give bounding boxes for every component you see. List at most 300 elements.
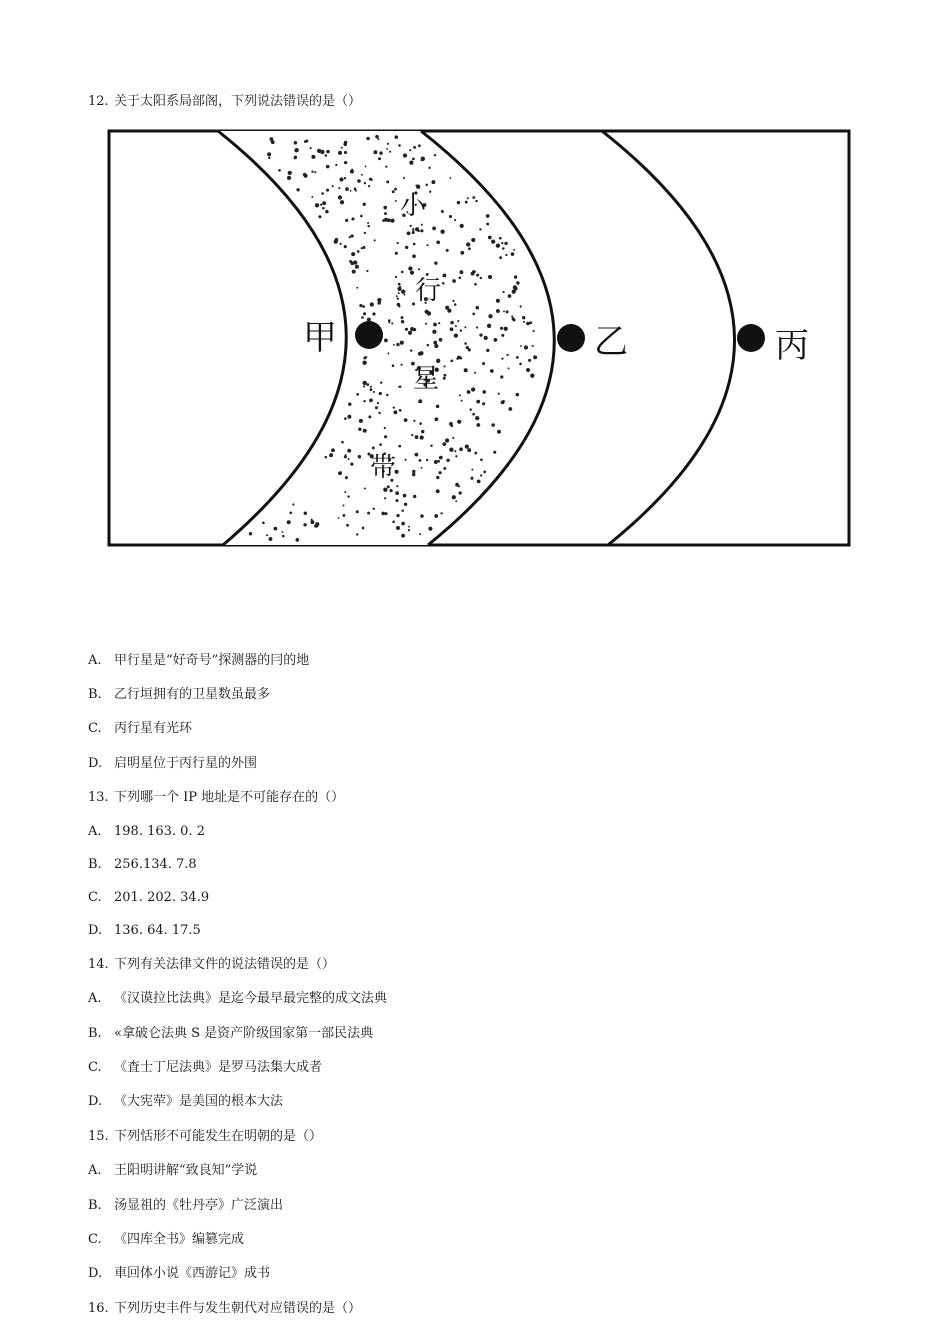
asteroid-dot (403, 153, 407, 157)
asteroid-dot (439, 338, 443, 342)
asteroid-dot (421, 430, 424, 433)
option-text: 車回体小说《西游记》成书 (114, 1266, 271, 1281)
asteroid-dot (410, 271, 414, 275)
option-key: A. (88, 653, 102, 668)
option-text: 汤显祖的《牡丹亭》广泛演出 (114, 1198, 284, 1213)
asteroid-dot (369, 399, 373, 403)
asteroid-dot (408, 266, 412, 270)
q12-option-b[interactable] (88, 687, 270, 703)
asteroid-dot (516, 393, 519, 396)
asteroid-dot (396, 499, 399, 502)
asteroid-dot (411, 434, 413, 436)
asteroid-dot (303, 523, 306, 526)
asteroid-dot (367, 222, 369, 224)
asteroid-dot (353, 260, 357, 264)
asteroid-dot (436, 405, 440, 409)
asteroid-dot (436, 476, 439, 479)
belt-char-dai: 带 (370, 453, 397, 483)
q13-option-a[interactable] (88, 824, 205, 840)
asteroid-dot (378, 412, 380, 414)
asteroid-dot (419, 422, 422, 425)
asteroid-dot (361, 316, 364, 319)
asteroid-dot (434, 417, 438, 421)
asteroid-dot (282, 535, 284, 537)
asteroid-dot (508, 367, 510, 369)
asteroid-dot (396, 295, 398, 297)
asteroid-dot (398, 283, 401, 286)
asteroid-dot (427, 344, 430, 347)
asteroid-dot (375, 406, 378, 409)
asteroid-dot (377, 402, 379, 404)
asteroid-dot (413, 420, 415, 422)
asteroid-dot (488, 236, 492, 240)
asteroid-dot (268, 157, 270, 159)
asteroid-dot (348, 402, 351, 405)
asteroid-dot (443, 365, 445, 367)
option-key: C. (88, 721, 102, 736)
asteroid-dot (415, 453, 419, 457)
asteroid-dot (412, 473, 415, 476)
q12-option-a[interactable] (88, 653, 309, 669)
asteroid-dot (514, 275, 517, 278)
asteroid-dot (467, 390, 471, 394)
q15-option-b[interactable] (88, 1198, 283, 1214)
asteroid-dot (434, 514, 438, 518)
asteroid-dot (395, 491, 399, 495)
asteroid-dot (395, 135, 399, 139)
asteroid-dot (459, 491, 462, 494)
asteroid-dot (413, 146, 416, 149)
option-text: 王阳明讲解“致良知”学说 (114, 1163, 258, 1178)
asteroid-dot (419, 533, 421, 535)
asteroid-dot (467, 197, 469, 199)
asteroid-dot (310, 520, 314, 524)
asteroid-dot (378, 157, 381, 160)
asteroid-dot (488, 275, 492, 279)
asteroid-dot (397, 242, 399, 244)
asteroid-dot (419, 459, 422, 462)
asteroid-dot (384, 435, 387, 438)
asteroid-dot (457, 201, 461, 205)
asteroid-dot (363, 429, 367, 433)
asteroid-dot (351, 169, 353, 171)
asteroid-dot (452, 437, 454, 439)
asteroid-dot (361, 174, 363, 176)
asteroid-dot (532, 345, 534, 347)
asteroid-dot (386, 148, 388, 150)
asteroid-dot (398, 445, 401, 448)
asteroid-dot (464, 342, 467, 345)
asteroid-dot (400, 364, 402, 366)
asteroid-dot (322, 207, 325, 210)
asteroid-dot (409, 161, 413, 165)
asteroid-dot (513, 249, 515, 251)
asteroid-dot (358, 455, 361, 458)
asteroid-dot (401, 534, 405, 538)
asteroid-dot (434, 344, 438, 348)
asteroid-dot (501, 357, 503, 359)
asteroid-dot (360, 215, 363, 218)
asteroid-dot (426, 459, 428, 461)
asteroid-dot (434, 460, 438, 464)
asteroid-dot (344, 417, 347, 420)
asteroid-dot (500, 327, 503, 330)
asteroid-dot (325, 456, 328, 459)
asteroid-dot (409, 149, 411, 151)
asteroid-dot (344, 177, 346, 179)
asteroid-dot (456, 358, 458, 360)
option-text: 《大宪荦》是美国的根本大法 (114, 1094, 284, 1109)
asteroid-dot (325, 210, 329, 214)
asteroid-dot (460, 224, 464, 228)
asteroid-dot (533, 355, 537, 359)
asteroid-dot (533, 330, 535, 332)
question-13-stem-line (88, 790, 344, 806)
asteroid-dot (363, 203, 366, 206)
asteroid-dot (267, 152, 271, 156)
asteroid-dot (507, 354, 509, 356)
asteroid-dot (332, 185, 334, 187)
option-text: 《四库全书》编篡完成 (114, 1232, 245, 1247)
asteroid-dot (457, 320, 459, 322)
asteroid-dot (321, 192, 324, 195)
asteroid-dot (393, 406, 395, 408)
asteroid-dot (445, 306, 449, 310)
asteroid-dot (520, 305, 522, 307)
asteroid-dot (429, 191, 431, 193)
asteroid-dot (467, 448, 471, 452)
asteroid-dot (365, 166, 367, 168)
question-stem: 下列恬形不可能发生在明朝的是（） (114, 1129, 323, 1144)
asteroid-dot (350, 190, 352, 192)
asteroid-dot (339, 177, 343, 181)
asteroid-dot (370, 386, 372, 388)
asteroid-dot (512, 317, 515, 320)
asteroid-dot (383, 488, 387, 492)
question-number: 16. (88, 1301, 109, 1316)
asteroid-dot (508, 294, 512, 298)
option-key: B. (88, 1026, 102, 1041)
asteroid-dot (486, 214, 490, 218)
asteroid-dot (364, 182, 366, 184)
asteroid-dot (384, 512, 387, 515)
asteroid-dot (499, 237, 502, 240)
planet-yi (557, 324, 585, 352)
asteroid-dot (437, 460, 440, 463)
asteroid-belt-figure (106, 128, 852, 549)
asteroid-dot (426, 244, 428, 246)
asteroid-dot (412, 470, 415, 473)
asteroid-dot (419, 351, 423, 355)
asteroid-dot (405, 328, 408, 331)
option-key: D. (88, 1094, 103, 1109)
asteroid-dot (440, 512, 442, 514)
asteroid-dot (508, 407, 512, 411)
asteroid-dot (350, 462, 353, 465)
question-15-stem-line (88, 1129, 322, 1145)
option-text: 256.134. 7.8 (114, 857, 197, 872)
q13-option-b[interactable] (88, 857, 197, 873)
q14-option-b[interactable] (88, 1026, 373, 1042)
asteroid-dot (269, 537, 273, 541)
asteroid-dot (395, 252, 398, 255)
asteroid-dot (472, 270, 475, 273)
asteroid-dot (491, 423, 495, 427)
asteroid-dot (344, 455, 347, 458)
asteroid-dot (428, 167, 430, 169)
asteroid-dot (431, 180, 435, 184)
asteroid-dot (457, 420, 461, 424)
asteroid-dot (399, 286, 401, 288)
asteroid-dot (292, 503, 294, 505)
q15-option-d[interactable] (88, 1266, 270, 1282)
asteroid-dot (370, 388, 373, 391)
asteroid-dot (401, 271, 404, 274)
asteroid-dot (350, 234, 353, 237)
asteroid-dot (344, 161, 347, 164)
option-text: 《査士丁尼法典》是罗马法集大成者 (114, 1060, 323, 1075)
asteroid-dot (359, 419, 363, 423)
asteroid-dot (526, 368, 530, 372)
asteroid-dot (392, 190, 395, 193)
q14-option-d[interactable] (88, 1094, 283, 1110)
asteroid-dot (372, 312, 375, 315)
asteroid-dot (351, 217, 354, 220)
asteroid-dot (442, 442, 446, 446)
question-stem: 下列有关法律文件的说法错误的是（） (114, 957, 336, 972)
asteroid-dot (430, 445, 432, 447)
asteroid-dot (314, 171, 316, 173)
asteroid-dot (342, 514, 345, 517)
asteroid-dot (363, 381, 367, 385)
q12-option-d[interactable] (88, 756, 257, 772)
asteroid-dot (491, 239, 495, 243)
asteroid-dot (500, 375, 503, 378)
asteroid-dot (443, 377, 446, 380)
asteroid-dot (405, 246, 408, 249)
asteroid-dot (310, 147, 312, 149)
asteroid-dot (440, 230, 444, 234)
asteroid-dot (455, 325, 457, 327)
asteroid-dot (338, 517, 340, 519)
asteroid-dot (436, 240, 440, 244)
question-12-stem-line (88, 94, 361, 110)
asteroid-dot (446, 459, 449, 462)
asteroid-dot (503, 400, 505, 402)
asteroid-dot (474, 452, 477, 455)
asteroid-dot (396, 514, 399, 517)
asteroid-dot (266, 534, 268, 536)
asteroid-dot (418, 144, 421, 147)
asteroid-dot (368, 415, 371, 418)
asteroid-dot (347, 449, 351, 453)
asteroid-dot (338, 187, 340, 189)
asteroid-dot (413, 495, 416, 498)
planet-jia (355, 321, 383, 349)
asteroid-dot (434, 261, 437, 264)
asteroid-dot (404, 294, 406, 296)
asteroid-dot (345, 219, 348, 222)
asteroid-dot (331, 448, 335, 452)
asteroid-dot (355, 190, 357, 192)
asteroid-dot (470, 477, 473, 480)
asteroid-dot (469, 408, 471, 410)
asteroid-dot (443, 467, 446, 470)
asteroid-dot (303, 173, 306, 176)
asteroid-dot (387, 485, 390, 488)
asteroid-dot (274, 527, 278, 531)
asteroid-dot (442, 273, 446, 277)
asteroid-dot (356, 393, 359, 396)
asteroid-dot (349, 236, 351, 238)
asteroid-dot (329, 453, 333, 457)
asteroid-dot (455, 500, 457, 502)
asteroid-dot (294, 156, 297, 159)
asteroid-dot (454, 303, 457, 306)
asteroid-dot (403, 494, 407, 498)
asteroid-dot (472, 413, 475, 416)
asteroid-dot (384, 212, 387, 215)
asteroid-dot (482, 390, 486, 394)
q14-option-a[interactable] (88, 991, 387, 1007)
asteroid-dot (458, 276, 461, 279)
asteroid-dot (501, 242, 503, 244)
asteroid-dot (464, 368, 468, 372)
asteroid-dot (468, 348, 471, 351)
asteroid-dot (344, 141, 347, 144)
asteroid-dot (320, 204, 322, 206)
asteroid-dot (377, 298, 381, 302)
asteroid-dot (458, 485, 460, 487)
asteroid-dot (356, 533, 358, 535)
asteroid-dot (395, 200, 397, 202)
asteroid-dot (363, 246, 366, 249)
asteroid-dot (464, 326, 466, 328)
asteroid-dot (341, 441, 344, 444)
asteroid-dot (379, 443, 382, 446)
asteroid-dot (357, 250, 360, 253)
belt-char-xiao: 小 (400, 191, 427, 221)
asteroid-dot (362, 527, 365, 530)
asteroid-dot (367, 225, 369, 227)
asteroid-dot (398, 292, 400, 294)
asteroid-dot (311, 196, 313, 198)
asteroid-dot (373, 391, 375, 393)
asteroid-dot (501, 334, 504, 337)
asteroid-dot (340, 200, 344, 204)
asteroid-dot (289, 511, 292, 514)
asteroid-dot (484, 336, 488, 340)
asteroid-dot (249, 532, 252, 535)
belt-char-xing: 行 (415, 276, 442, 306)
q13-option-c[interactable] (88, 890, 209, 906)
option-key: C. (88, 1232, 102, 1247)
q12-option-c[interactable] (88, 721, 192, 737)
asteroid-dot (413, 243, 416, 246)
asteroid-dot (384, 218, 388, 222)
asteroid-dot (476, 400, 480, 404)
asteroid-dot (351, 252, 355, 256)
asteroid-dot (374, 239, 376, 241)
asteroid-dot (418, 268, 420, 270)
asteroid-dot (439, 471, 442, 474)
option-text: 198. 163. 0. 2 (114, 824, 205, 839)
asteroid-dot (396, 526, 400, 530)
question-number: 15. (88, 1129, 109, 1144)
q15-option-a[interactable] (88, 1163, 257, 1179)
asteroid-dot (434, 154, 436, 156)
asteroid-dot (401, 316, 404, 319)
asteroid-dot (439, 456, 443, 460)
asteroid-dot (325, 154, 328, 157)
label-yi: 乙 (594, 322, 628, 362)
asteroid-dot (412, 254, 416, 258)
asteroid-dot (416, 185, 420, 189)
asteroid-dot (452, 495, 456, 499)
option-key: D. (88, 923, 103, 938)
q15-option-c[interactable] (88, 1232, 244, 1248)
asteroid-dot (352, 270, 356, 274)
asteroid-dot (475, 416, 479, 420)
asteroid-dot (446, 249, 449, 252)
asteroid-dot (496, 299, 500, 303)
asteroid-dot (476, 306, 480, 310)
asteroid-dot (479, 333, 482, 336)
asteroid-dot (529, 321, 532, 324)
asteroid-dot (471, 469, 473, 471)
belt-char-xing2: 星 (413, 364, 440, 394)
asteroid-dot (415, 435, 419, 439)
asteroid-dot (512, 290, 516, 294)
asteroid-dot (347, 495, 349, 497)
asteroid-dot (379, 392, 382, 395)
asteroid-dot (393, 344, 395, 346)
asteroid-dot (482, 362, 485, 365)
q13-option-d[interactable] (88, 923, 201, 939)
asteroid-dot (471, 238, 475, 242)
option-text: 《汉谟拉比法典》是迄今最早最完整的成文法典 (114, 991, 388, 1006)
asteroid-dot (367, 318, 371, 322)
option-key: C. (88, 1060, 102, 1075)
asteroid-dot (271, 140, 274, 143)
asteroid-dot (503, 310, 505, 312)
asteroid-dot (459, 394, 461, 396)
asteroid-dot (372, 446, 375, 449)
asteroid-dot (304, 511, 307, 514)
asteroid-dot (503, 291, 505, 293)
asteroid-dot (389, 151, 391, 153)
asteroid-dot (294, 141, 298, 145)
asteroid-dot (338, 151, 342, 155)
q14-option-c[interactable] (88, 1060, 322, 1076)
asteroid-dot (432, 227, 436, 231)
asteroid-dot (407, 231, 411, 235)
asteroid-dot (415, 227, 419, 231)
asteroid-dot (394, 188, 397, 191)
asteroid-dot (408, 331, 412, 335)
asteroid-dot (476, 274, 479, 277)
asteroid-dot (433, 323, 437, 327)
asteroid-dot (391, 322, 393, 324)
asteroid-dot (287, 176, 291, 180)
asteroid-dot (379, 151, 382, 154)
asteroid-dot (384, 427, 386, 429)
planet-bing (737, 324, 765, 352)
option-key: A. (88, 1163, 102, 1178)
option-key: B. (88, 1198, 102, 1213)
asteroid-dot (445, 438, 449, 442)
asteroid-dot (399, 409, 402, 412)
